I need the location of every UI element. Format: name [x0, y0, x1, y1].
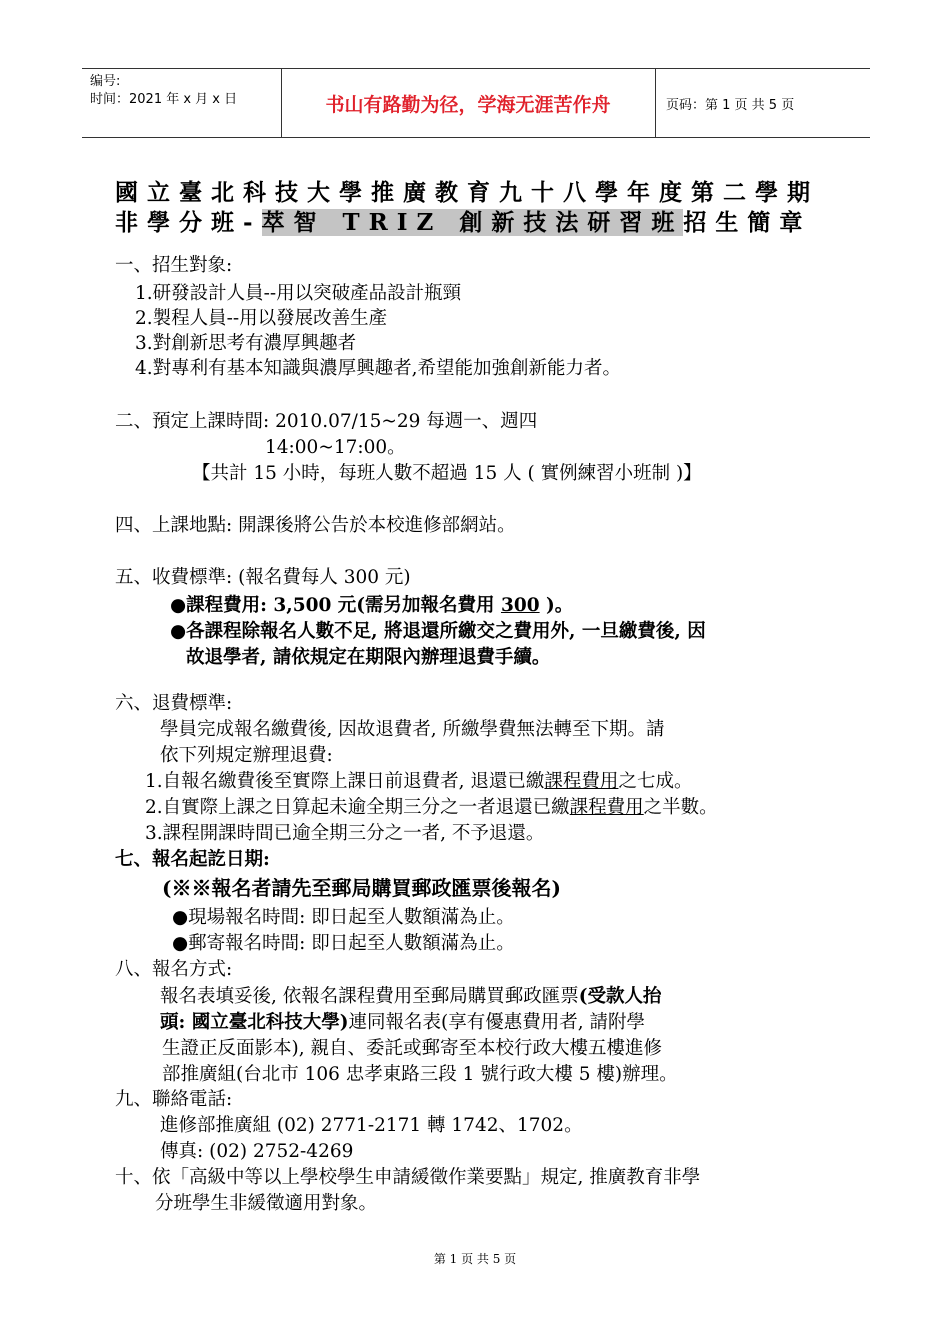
section-4-location: 四、上課地點: 開課後將公告於本校進修部網站。 [115, 515, 516, 536]
list-item: 2.製程人員--用以發展改善生產 [135, 308, 388, 329]
header-motto: 书山有路勤为径，学海无涯苦作舟 [325, 93, 611, 116]
rule-underline: 課程費用 [569, 797, 644, 818]
refund-intro: 學員完成報名繳費後, 因故退費者, 所繳學費無法轉至下期。請 [160, 719, 665, 740]
class-note: 【共計 15 小時，每班人數不超過 15 人 ( 實例練習小班制 )】 [192, 463, 702, 484]
rule-text: 2.自實際上課之日算起未逾全期三分之一者退還已繳 [145, 797, 570, 818]
rule-text-end: 之七成。 [618, 771, 693, 792]
page-footer: 第 1 页 共 5 页 [433, 1252, 517, 1266]
payee-name: 頭: 國立臺北科技大學) [160, 1012, 349, 1033]
code-label: 编号: [90, 74, 121, 89]
title-suffix: 招生簡章 [683, 209, 812, 236]
section-2-heading: 二、預定上課時間: 2010.07/15~29 每週一、週四 [115, 411, 538, 432]
rule-text: 1.自報名繳費後至實際上課日前退費者, 退還已繳 [145, 771, 545, 792]
section-9-heading: 九、聯絡電話: [115, 1089, 233, 1110]
rule-underline: 課程費用 [544, 771, 619, 792]
document-title-line2 [115, 204, 840, 237]
refund-rule-2 [145, 796, 718, 820]
method-text: 連同報名表(享有優惠費用者, 請附學 [348, 1012, 646, 1033]
registration-note: (※※報名者請先至郵局購買郵政匯票後報名) [162, 876, 561, 900]
section-5-heading: 五、收費標準: (報名費每人 300 元) [115, 567, 411, 588]
title-prefix: 非學分班- [115, 209, 262, 236]
section-10-text: 十、依「高級中等以上學校學生申請緩徵作業要點」規定, 推廣教育非學 [115, 1167, 701, 1188]
header-divider [655, 69, 656, 137]
method-text: 報名表填妥後, 依報名課程費用至郵局購買郵政匯票 [160, 986, 579, 1007]
header-meta [90, 73, 275, 109]
refund-rule-cont: 故退學者, 請依規定在期限內辦理退費手續。 [186, 647, 551, 668]
list-item: 1.研發設計人員--用以突破產品設計瓶頸 [135, 283, 462, 304]
document-title-line1: 國立臺北科技大學推廣教育九十八學年度第二學期 [115, 179, 819, 206]
mail-registration: ●郵寄報名時間: 即日起至人數額滿為止。 [172, 933, 515, 954]
section-6-heading: 六、退費標準: [115, 693, 233, 714]
header-table [82, 68, 870, 138]
list-item: 3.對創新思考有濃厚興趣者 [135, 333, 357, 354]
title-course-name: 萃智 TRIZ 創新技法研習班 [261, 209, 684, 236]
contact-fax: 傳真: (02) 2752-4269 [160, 1141, 354, 1162]
rule-text-end: 之半數。 [643, 797, 718, 818]
payee-text: (受款人抬 [578, 986, 662, 1007]
contact-phone: 進修部推廣組 (02) 2771-2171 轉 1742、1702。 [160, 1115, 583, 1136]
section-1-heading: 一、招生對象: [115, 255, 233, 276]
section-10-text-cont: 分班學生非緩徵適用對象。 [155, 1193, 378, 1214]
refund-rule: ●各課程除報名人數不足, 將退還所繳交之費用外, 一旦繳費後, 因 [170, 621, 706, 642]
fee-amount: 300 [500, 595, 540, 616]
fee-text-end: )。 [539, 595, 574, 616]
fee-text: ●課程費用: 3,500 元(需另加報名費用 [170, 595, 501, 616]
registration-method [160, 985, 662, 1009]
onsite-registration: ●現場報名時間: 即日起至人數額滿為止。 [172, 907, 515, 928]
course-fee [170, 594, 573, 618]
list-item: 4.對專利有基本知識與濃厚興趣者,希望能加強創新能力者。 [135, 358, 622, 379]
section-7-heading: 七、報名起訖日期: [115, 849, 270, 870]
header-page-info: 页码：第 1 页 共 5 页 [666, 97, 795, 113]
registration-method-4: 部推廣組(台北市 106 忠孝東路三段 1 號行政大樓 5 樓)辦理。 [162, 1064, 678, 1085]
refund-intro-cont: 依下列規定辦理退費: [160, 745, 333, 766]
registration-method-2 [160, 1011, 645, 1035]
refund-rule-3: 3.課程開課時間已逾全期三分之一者, 不予退還。 [145, 823, 545, 844]
refund-rule-1 [145, 770, 692, 794]
section-8-heading: 八、報名方式: [115, 959, 233, 980]
time-label: 时间：2021 年 x 月 x 日 [90, 92, 238, 107]
registration-method-3: 生證正反面影本), 親自、委託或郵寄至本校行政大樓五樓進修 [162, 1038, 662, 1059]
class-time: 14:00~17:00。 [265, 437, 406, 458]
